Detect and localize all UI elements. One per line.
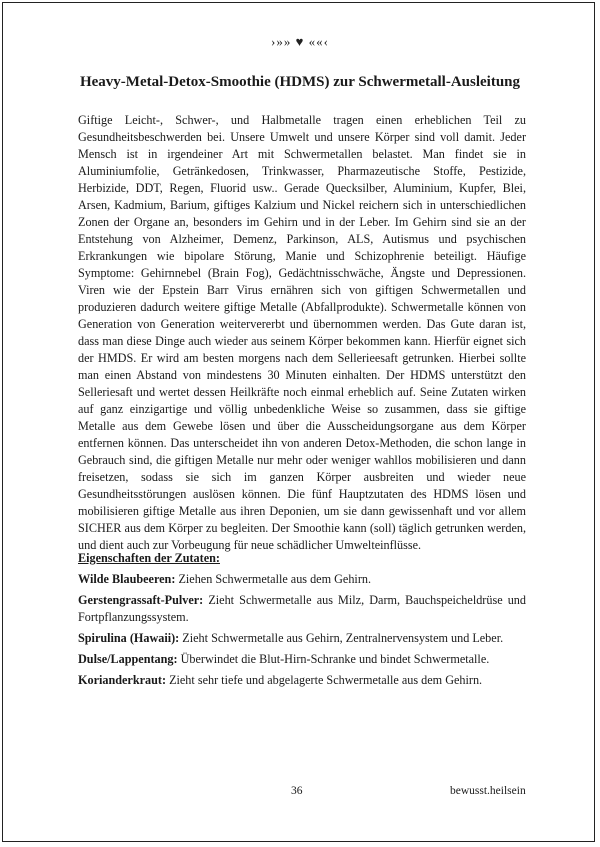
ingredient-name: Spirulina (Hawaii):: [78, 631, 180, 645]
intro-text-part1: Giftige Leicht-, Schwer-, und Halbmetalle tragen einen erheblichen Teil zu Gesundheitsbeschwerden bei. Unsere Umwelt und unsere Körper sind voll damit. Jeder Mensch ist in irgendeiner Art mit Schwermetallen belastet. Man findet sie in Aluminiumfolie, Getränkedosen, Trinkwasser, Pharmazeutische Stoffe, Pestizide, Herbizide, DDT, Regen, Fluorid usw.. Gerade Quecksilber, Aluminium, Kupfer, Blei, Arsen, Kadmium, Barium, giftiges Kalzium und Nickel reichern sich in unterschiedlichen Zonen der Organe an, besonders im Gehirn und in der Leber. Im Gehirn sind sie an der Entstehung von Alzheimer, Demenz, Parkinson, ALS, Autismus und psychischen Erkrankungen wie bipolare Störung, Manie und Schizophrenie beteiligt. Häufige Symptome: Gehirnnebel (Brain Fog), Gedächtnisschwäche, Ängste und Depressionen. Viren wie der Epstein Barr Virus ernähren sich von giftigen Schwermetallen und produzieren dadurch weitere giftige Metalle (Abfallprodukte). Schwermetalle können von Generation von Generation weitervererbt und übernommen werden. Das Gute daran ist, dass man diese Dinge auch wieder aus seinem Körper bekommen kann. Hierfür eignet sich der HMDS. Er wird am besten morgens nach dem Sellerieesaft getrunken. Hierbei sollte man einen Abstand von mindestens 30 Minuten einhalten. Der HDMS unterstützt den Selleriesaft und wertet dessen Heilkräfte noch einmal erheblich auf. Seine Zutaten wirken auf ganz einzigartige und völlig unbedenkliche Weise so zusammen, dass sie giftige Metalle aus dem Gewebe lösen und über die Ausscheidungsorgane aus dem Körper entfernen können. Das unterscheidet ihn von anderen Detox-Methoden, die schon lange in Gebrauch sind, die giftigen Metalle nur mehr oder weniger wahllos mobilisieren und dann freisetzen, sodass sie sich im ganzen Körper ausbreiten und wieder neue Gesundheitsstörungen auslösen können. Die fünf Hauptzutaten des HDMS lösen und mobilisieren giftige Metalle aus ihren Deponien, um sie dann gewissenhaft und vor allem: [78, 113, 526, 518]
ingredient-name: Wilde Blaubeeren:: [78, 572, 176, 586]
intro-emphasis: SICHER: [78, 521, 122, 535]
ingredient-description: Ziehen Schwermetalle aus dem Gehirn.: [175, 572, 372, 586]
list-item: [78, 592, 526, 626]
list-item: [78, 630, 526, 647]
page-number: 36: [291, 785, 303, 797]
ingredient-name: Dulse/Lappentang:: [78, 652, 178, 666]
ingredient-description: Überwindet die Blut-Hirn-Schranke und bindet Schwermetalle.: [177, 652, 490, 666]
ingredient-name: Korianderkraut:: [78, 673, 167, 687]
ingredient-description: Zieht Schwermetalle aus Gehirn, Zentralnervensystem und Leber.: [179, 631, 504, 645]
intro-paragraph: [78, 112, 526, 554]
site-name: bewusst.heilsein: [450, 785, 526, 797]
list-item: [78, 672, 526, 689]
ingredient-description: Zieht sehr tiefe und abgelagerte Schwermetalle aus dem Gehirn.: [166, 673, 483, 687]
ingredient-name: Gerstengrassaft-Pulver:: [78, 593, 204, 607]
ingredient-properties: [78, 550, 526, 693]
list-item: [78, 571, 526, 588]
list-item: [78, 651, 526, 668]
intro-text-part2: aus dem Körper zu begleiten. Der Smoothie kann (soll) täglich getrunken werden, und dient auch zur Vorbeugung für neue schädlicher Umwelteinflüsse.: [78, 521, 526, 552]
page-title: Heavy-Metal-Detox-Smoothie (HDMS) zur Schwermetall-Ausleitung: [79, 74, 521, 90]
ornament-divider-icon: ›»» ♥ ««‹: [271, 34, 329, 49]
ingredient-description: Zieht Schwermetalle aus Milz, Darm, Bauchspeicheldrüse und Fortpflanzungssystem.: [78, 593, 526, 624]
properties-heading: Eigenschaften der Zutaten:: [78, 551, 220, 565]
